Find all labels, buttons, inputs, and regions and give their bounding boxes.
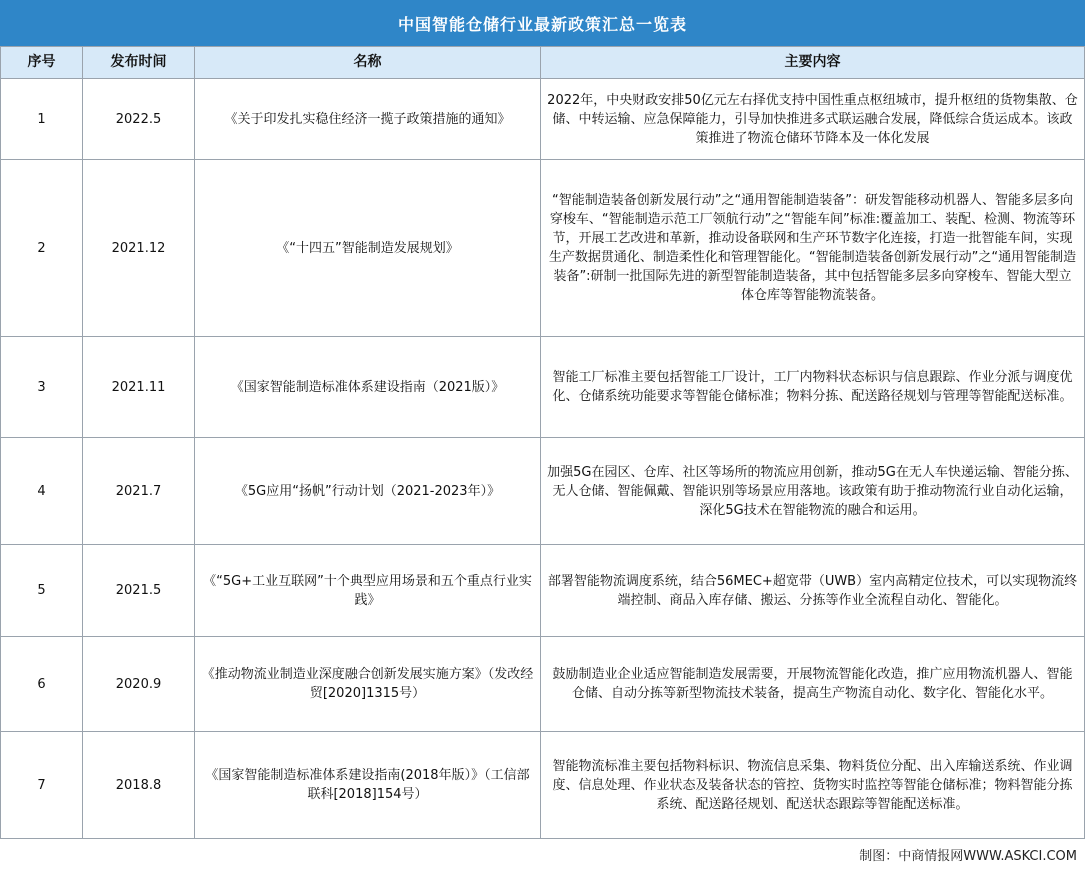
row-name: 《关于印发扎实稳住经济一揽子政策措施的通知》 [195, 79, 541, 160]
source-credit: 制图：中商情报网WWW.ASKCI.COM [859, 849, 1077, 864]
table-row [1, 337, 1085, 438]
row-date: 2021.11 [83, 337, 195, 438]
header-row [1, 47, 1085, 79]
row-num: 3 [1, 337, 83, 438]
row-num: 7 [1, 732, 83, 839]
table-row [1, 79, 1085, 160]
row-content: 2022年，中央财政安排50亿元左右择优支持中国性重点枢纽城市，提升枢纽的货物集散、仓储、中转运输、应急保障能力，引导加快推进多式联运融合发展，降低综合货运成本。该政策推进了物流仓储环节降本及一体化发展 [541, 79, 1085, 160]
table-row [1, 732, 1085, 839]
row-date: 2021.7 [83, 438, 195, 545]
table-row [1, 545, 1085, 637]
row-date: 2021.5 [83, 545, 195, 637]
row-content: 智能工厂标准主要包括智能工厂设计，工厂内物料状态标识与信息跟踪、作业分派与调度优化、仓储系统功能要求等智能仓储标准；物料分拣、配送路径规划与管理等智能配送标准。 [541, 337, 1085, 438]
table-title: 中国智能仓储行业最新政策汇总一览表 [0, 0, 1085, 46]
row-date: 2022.5 [83, 79, 195, 160]
table-row [1, 438, 1085, 545]
row-num: 5 [1, 545, 83, 637]
col-header-content: 主要内容 [541, 47, 1085, 79]
row-name: 《国家智能制造标准体系建设指南(2018年版）》（工信部联科[2018]154号） [195, 732, 541, 839]
row-num: 6 [1, 637, 83, 732]
row-date: 2020.9 [83, 637, 195, 732]
col-header-name: 名称 [195, 47, 541, 79]
row-name: 《“十四五”智能制造发展规划》 [195, 160, 541, 337]
row-name: 《“5G+工业互联网”十个典型应用场景和五个重点行业实践》 [195, 545, 541, 637]
row-content: 加强5G在园区、仓库、社区等场所的物流应用创新，推动5G在无人车快递运输、智能分拣、无人仓储、智能佩戴、智能识别等场景应用落地。该政策有助于推动物流行业自动化运输，深化5G技术在智能物流的融合和运用。 [541, 438, 1085, 545]
policy-table [0, 46, 1085, 839]
row-date: 2018.8 [83, 732, 195, 839]
col-header-num: 序号 [1, 47, 83, 79]
row-date: 2021.12 [83, 160, 195, 337]
table-row [1, 160, 1085, 337]
row-content: 鼓励制造业企业适应智能制造发展需要，开展物流智能化改造，推广应用物流机器人、智能仓储、自动分拣等新型物流技术装备，提高生产物流自动化、数字化、智能化水平。 [541, 637, 1085, 732]
row-name: 《国家智能制造标准体系建设指南（2021版）》 [195, 337, 541, 438]
row-name: 《5G应用“扬帆”行动计划（2021-2023年）》 [195, 438, 541, 545]
row-name: 《推动物流业制造业深度融合创新发展实施方案》（发改经贸[2020]1315号） [195, 637, 541, 732]
row-num: 4 [1, 438, 83, 545]
row-content: 部署智能物流调度系统，结合56MEC+超宽带（UWB）室内高精定位技术，可以实现物流终端控制、商品入库存储、搬运、分拣等作业全流程自动化、智能化。 [541, 545, 1085, 637]
row-num: 1 [1, 79, 83, 160]
col-header-date: 发布时间 [83, 47, 195, 79]
row-content: 智能物流标准主要包括物料标识、物流信息采集、物料货位分配、出入库输送系统、作业调度、信息处理、作业状态及装备状态的管控、货物实时监控等智能仓储标准；物料智能分拣系统、配送路径规划、配送状态跟踪等智能配送标准。 [541, 732, 1085, 839]
table-row [1, 637, 1085, 732]
row-content: “智能制造装备创新发展行动”之“通用智能制造装备”：研发智能移动机器人、智能多层多向穿梭车、“智能制造示范工厂领航行动”之“智能车间”标准:覆盖加工、装配、检测、物流等环节，开展工艺改进和革新，推动设备联网和生产环节数字化连接，打造一批智能车间，实现生产数据贯通化、制造柔性化和管理智能化。“智能制造装备创新发展行动”之“通用智能制造装备”:研制一批国际先进的新型智能制造装备，其中包括智能多层多向穿梭车、智能大型立体仓库等智能物流装备。 [541, 160, 1085, 337]
row-num: 2 [1, 160, 83, 337]
